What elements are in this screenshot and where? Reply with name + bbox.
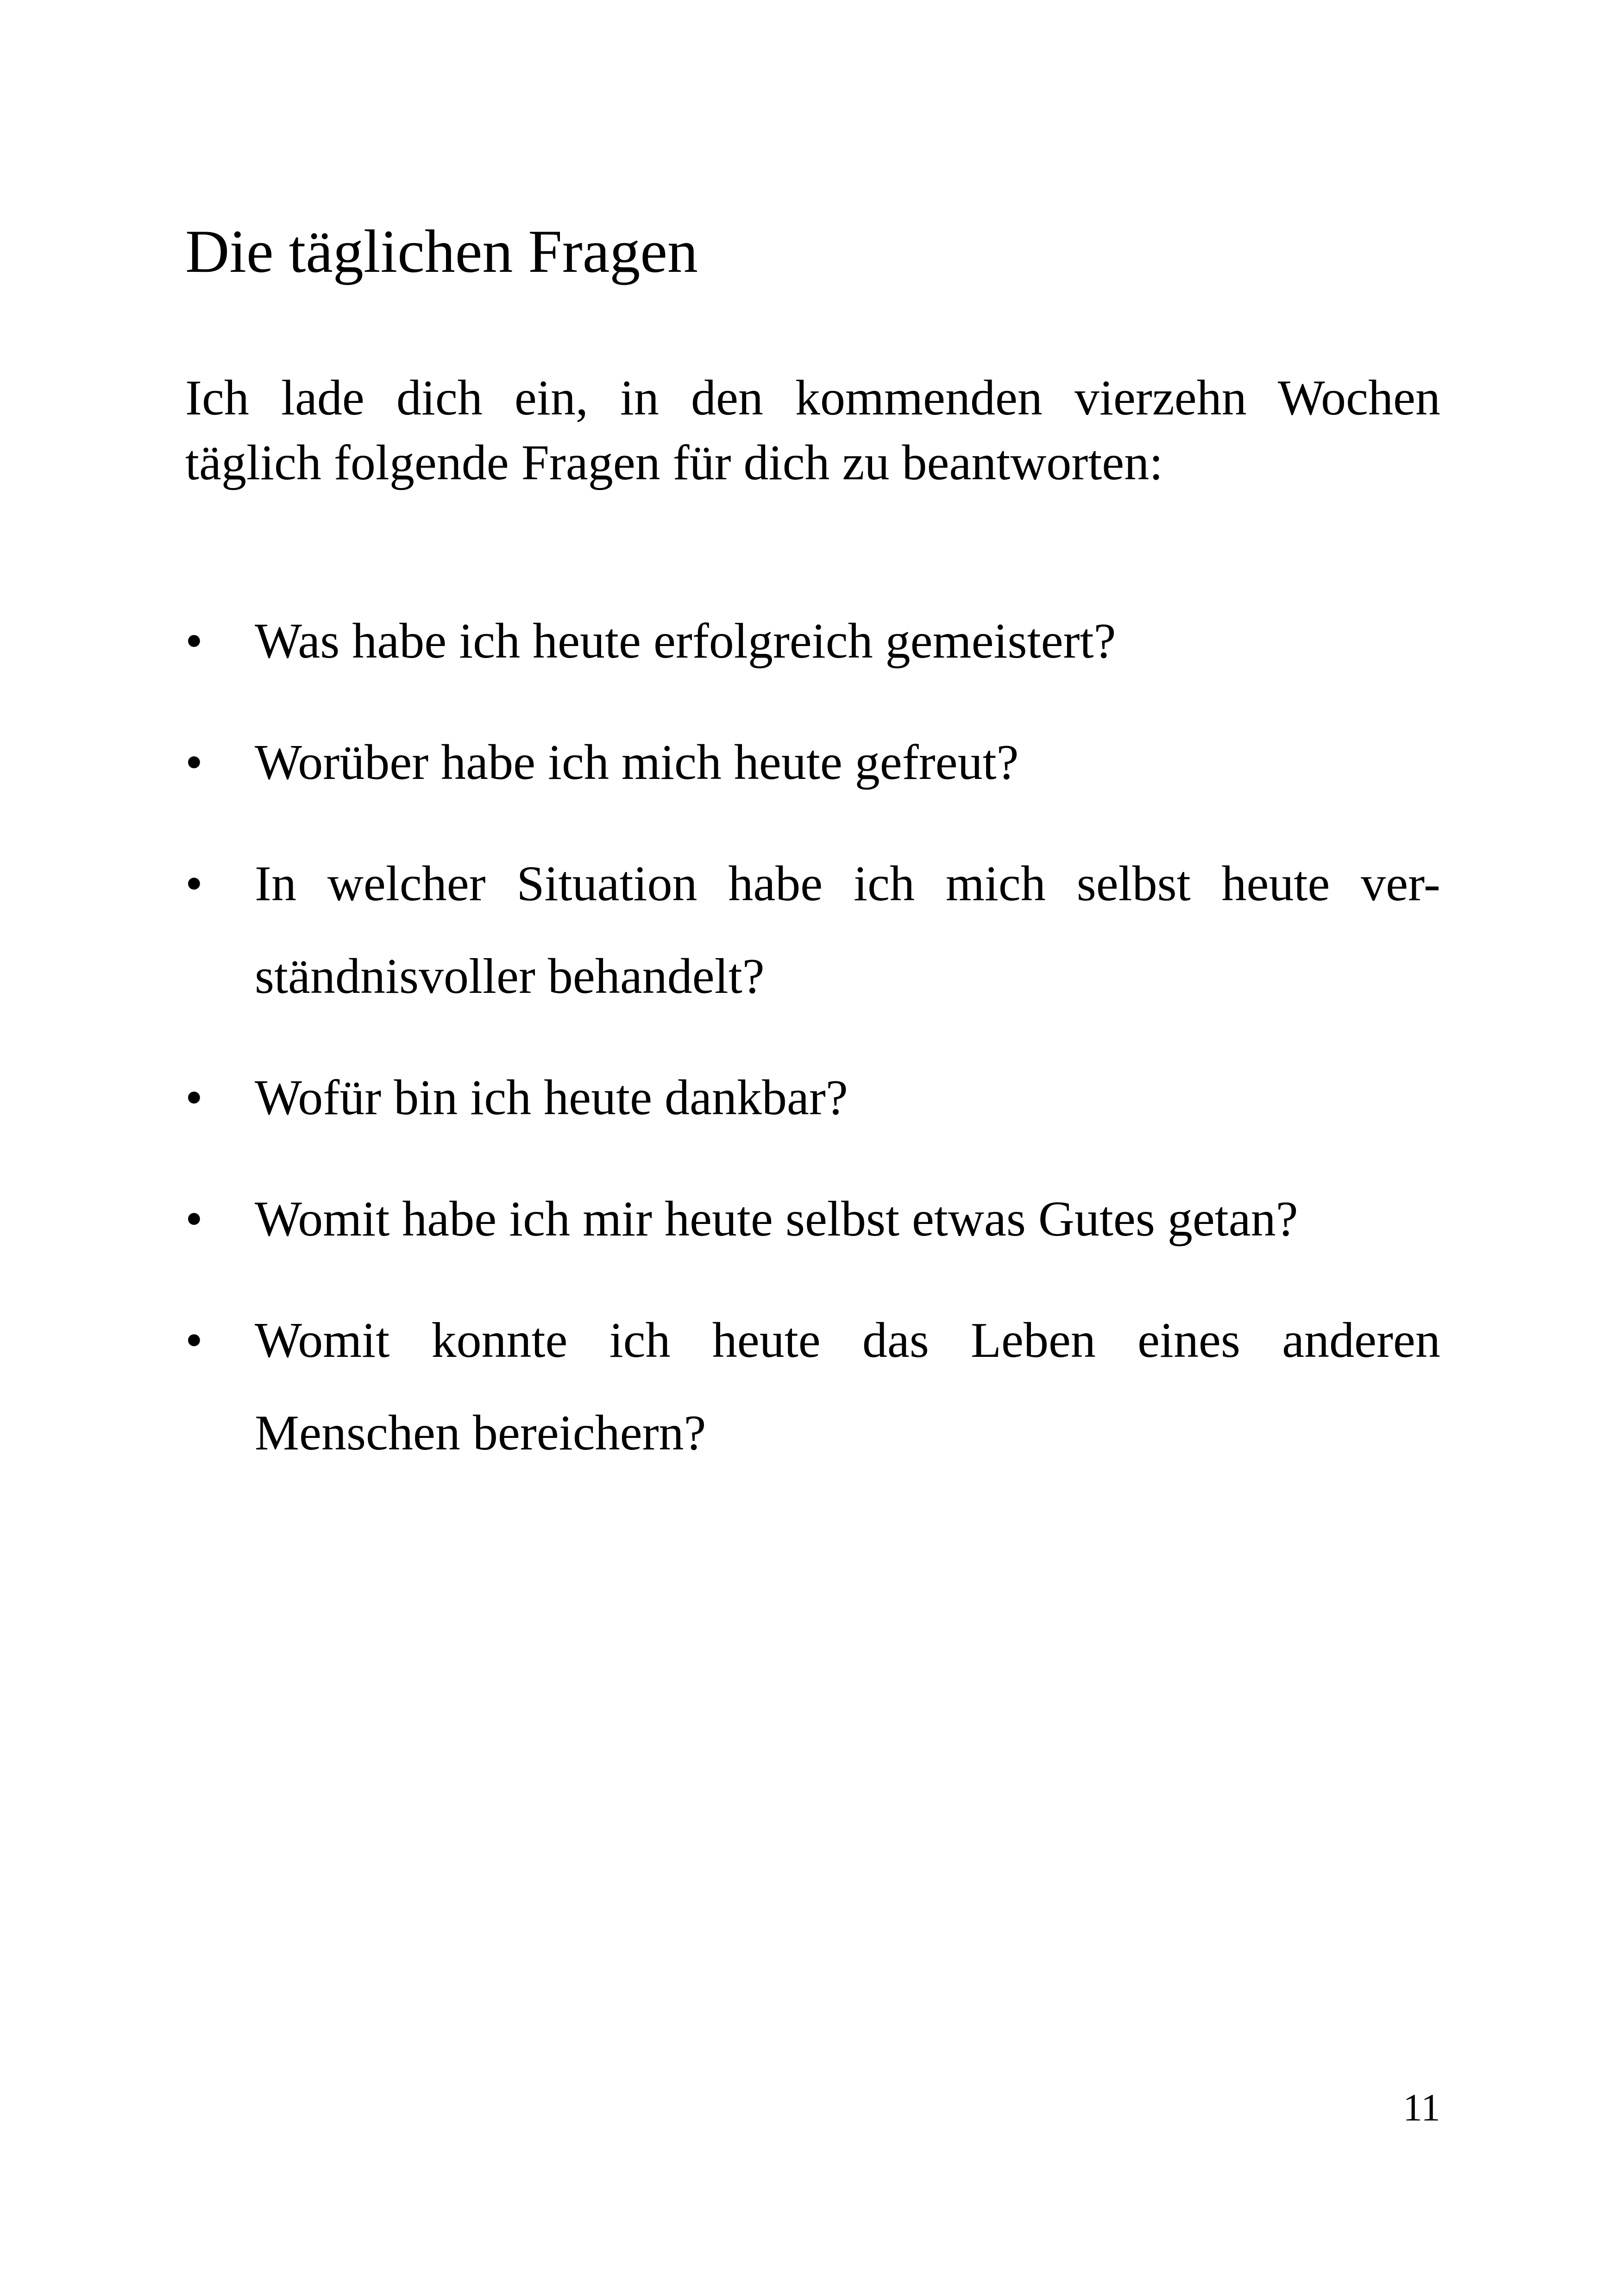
bullet-icon: •: [185, 856, 203, 911]
question-line: ständnisvoller behandelt?: [255, 949, 765, 1004]
bullet-icon: •: [185, 1070, 203, 1125]
question-text: [255, 1294, 1440, 1480]
list-item: [185, 1294, 1440, 1480]
list-item: [185, 595, 1440, 688]
question-text: [255, 838, 1440, 1023]
intro-line: täglich folgende Fragen für dich zu beantworten:: [185, 435, 1163, 490]
question-text: [255, 595, 1440, 688]
intro-line: Ich lade dich ein, in den kommenden vierzehn Wochen: [185, 370, 1440, 426]
bullet-icon: •: [185, 1192, 203, 1247]
list-item: [185, 716, 1440, 809]
page-number: 11: [1403, 2086, 1440, 2129]
question-line: Womit konnte ich heute das Leben eines anderen: [255, 1313, 1440, 1368]
question-line: Worüber habe ich mich heute gefreut?: [255, 735, 1019, 790]
question-list: [185, 595, 1440, 1508]
question-text: [255, 1173, 1440, 1266]
page-title: Die täglichen Fragen: [185, 217, 698, 285]
question-line: Was habe ich heute erfolgreich gemeistert?: [255, 614, 1116, 669]
question-line: In welcher Situation habe ich mich selbst heute ver-: [255, 856, 1440, 911]
question-line: Womit habe ich mir heute selbst etwas Gutes getan?: [255, 1192, 1298, 1247]
question-line: Menschen bereichern?: [255, 1405, 706, 1461]
bullet-icon: •: [185, 614, 203, 669]
question-text: [255, 716, 1440, 809]
bullet-icon: •: [185, 1313, 203, 1368]
list-item: [185, 838, 1440, 1023]
bullet-icon: •: [185, 735, 203, 790]
list-item: [185, 1173, 1440, 1266]
question-line: Wofür bin ich heute dankbar?: [255, 1070, 848, 1125]
question-text: [255, 1052, 1440, 1144]
list-item: [185, 1052, 1440, 1144]
intro-paragraph: [185, 366, 1440, 496]
